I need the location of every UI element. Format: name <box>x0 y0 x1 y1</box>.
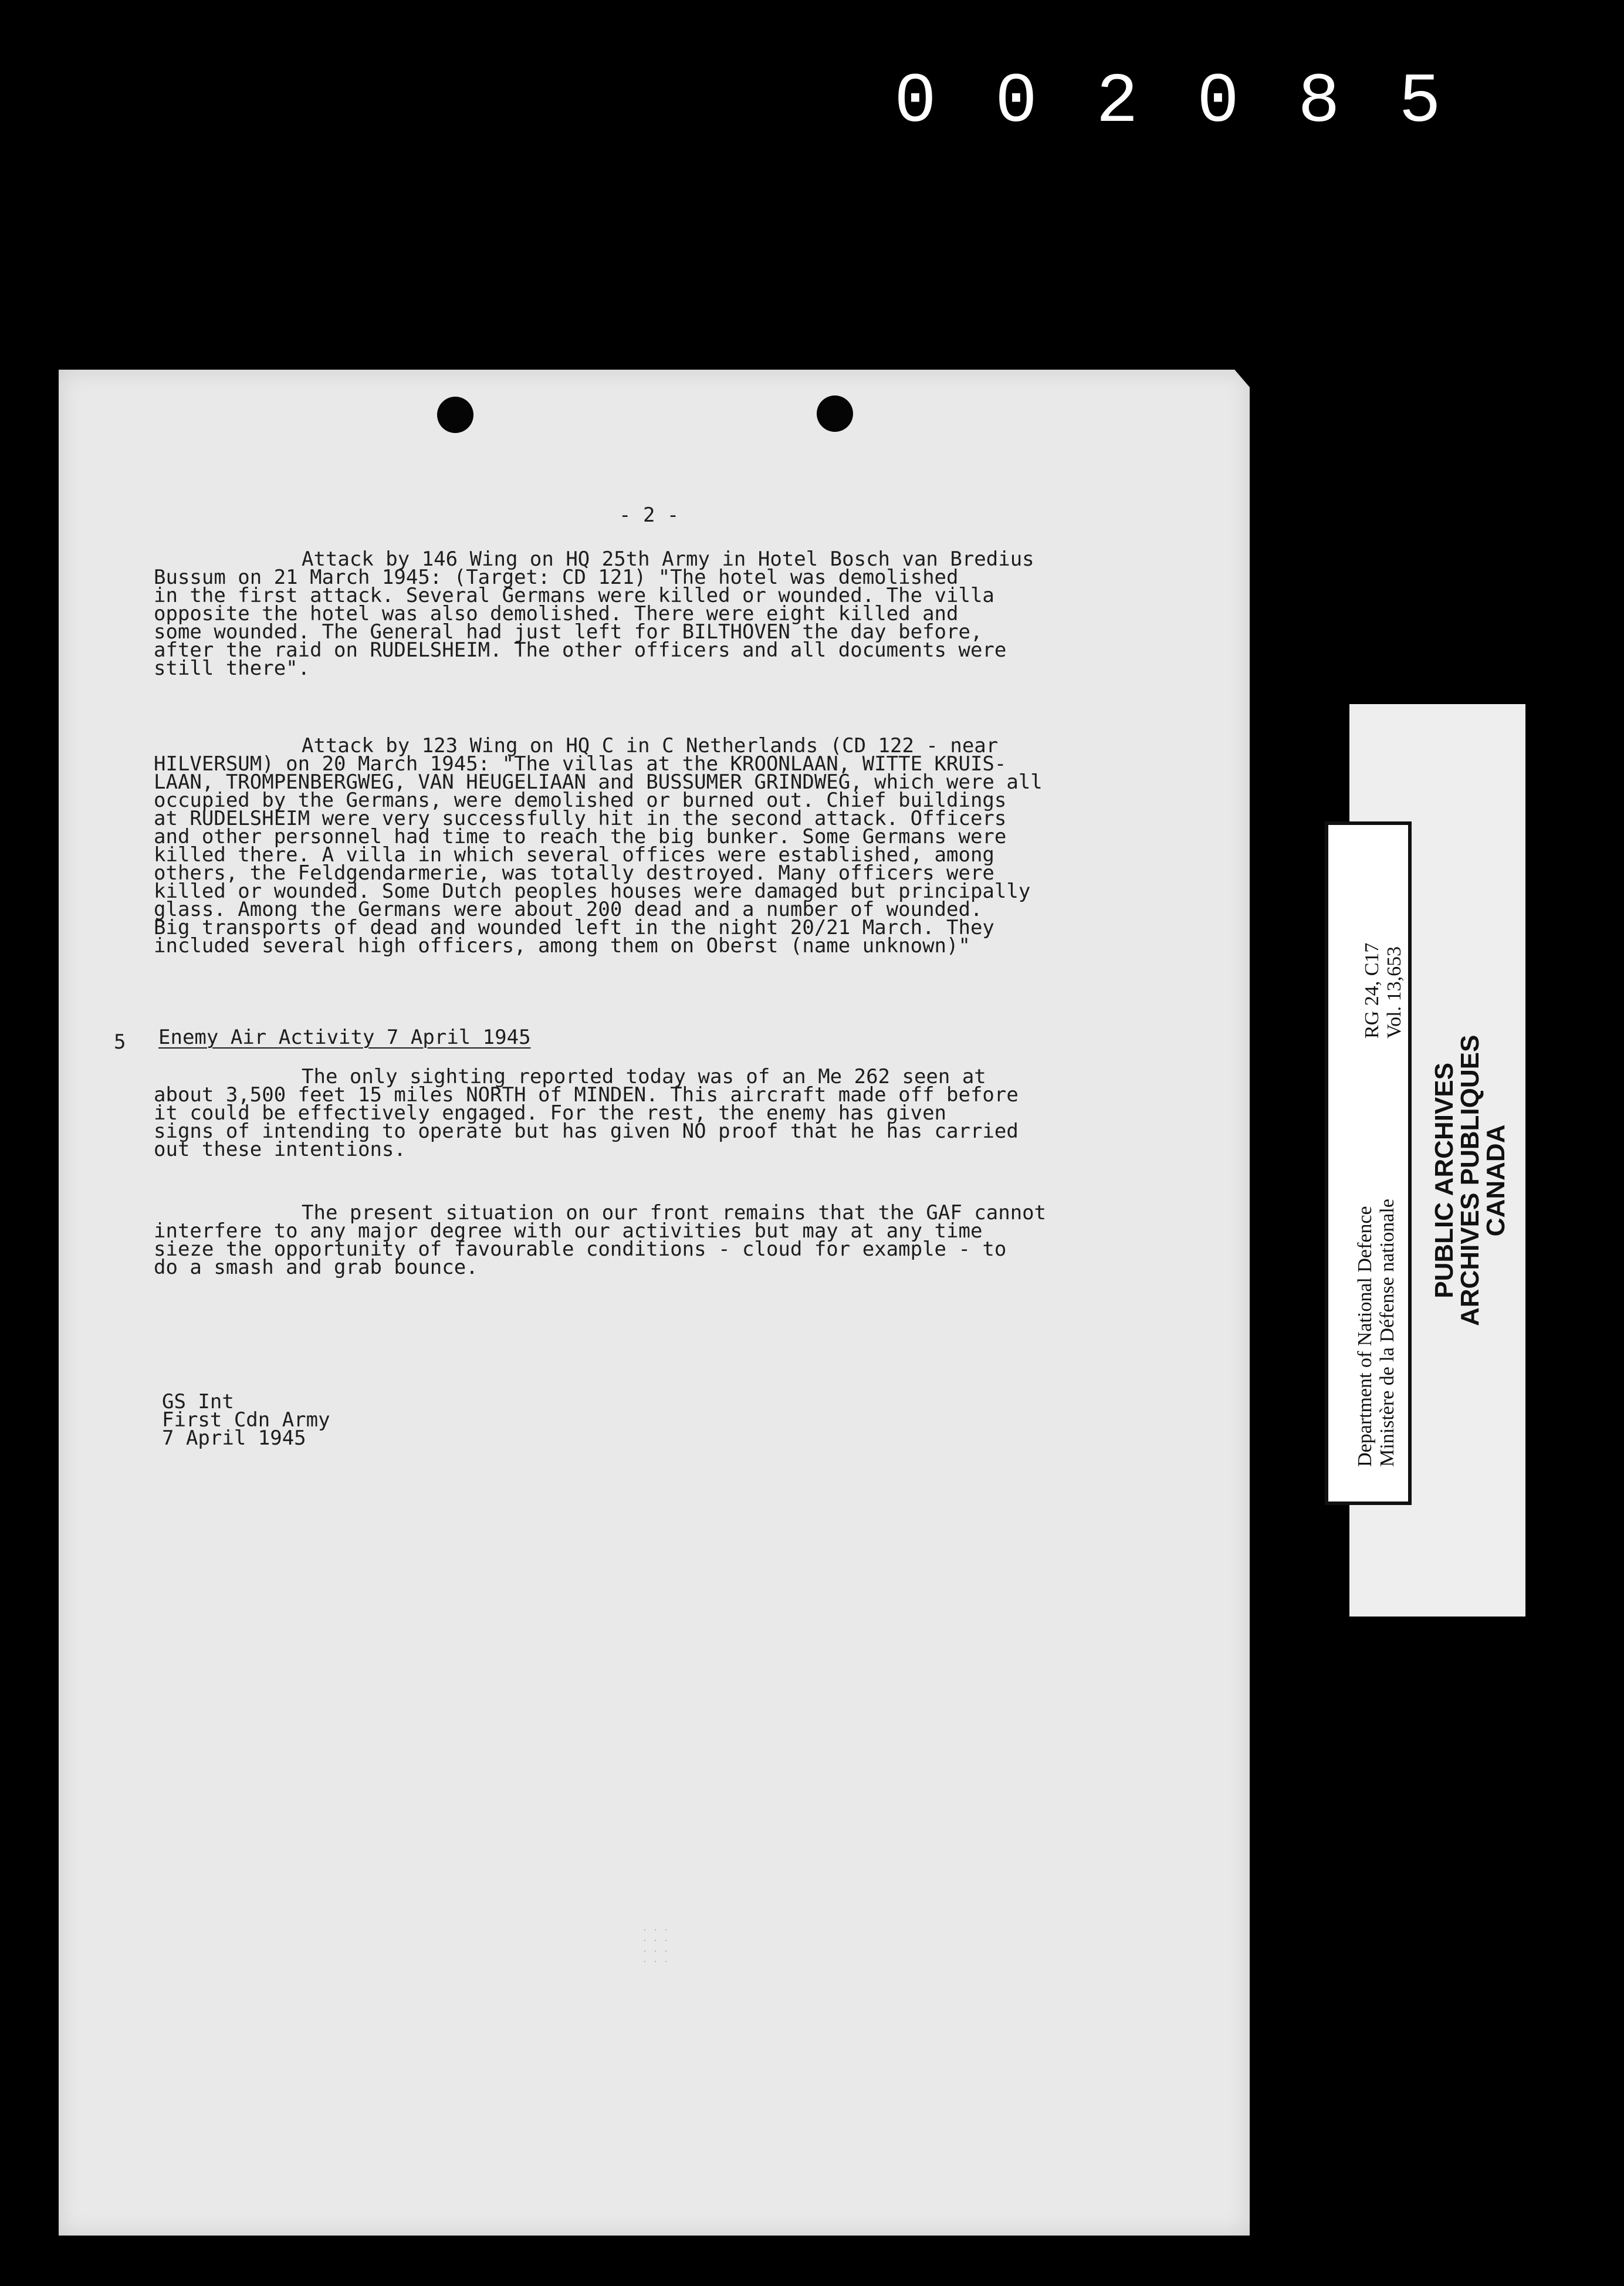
paragraph-situation <box>154 1201 1047 1279</box>
text-line: some wounded. The General had just left for BILTHOVEN the day before, <box>154 620 983 644</box>
text-line: killed or wounded. Some Dutch peoples houses were damaged but principally <box>154 880 1031 903</box>
frame-digit: 8 <box>1297 63 1340 143</box>
text-line: after the raid on RUDELSHEIM. The other officers and all documents were <box>154 638 1007 662</box>
text-line: interfere to any major degree with our activities but may at any time <box>154 1219 983 1243</box>
text-line: Bussum on 21 March 1945: (Target: CD 121) "The hotel was demolished <box>154 566 959 589</box>
text-line: opposite the hotel was also demolished. There were eight killed and <box>154 602 959 625</box>
text-line: The only sighting reported today was of an Me 262 seen at <box>302 1065 986 1088</box>
paragraph-sighting <box>154 1065 1019 1161</box>
text-line: sieze the opportunity of favourable conditions - cloud for example - to <box>154 1237 1007 1261</box>
document-page <box>59 370 1250 2236</box>
text-line: HILVERSUM) on 20 March 1945: "The villas at the KROONLAAN, WITTE KRUIS- <box>154 752 1007 776</box>
frame-digit: 2 <box>1095 63 1138 143</box>
stamp-record-group <box>1361 943 1406 1039</box>
paragraph-hq-25th-army <box>154 547 1034 680</box>
text-line: Attack by 123 Wing on HQ C in C Netherlands (CD 122 - near <box>302 734 999 758</box>
text-line: at RUDELSHEIM were very successfully hit in the second attack. Officers <box>154 807 1007 830</box>
text-line: it could be effectively engaged. For the rest, the enemy has given <box>154 1101 947 1125</box>
text-line: others, the Feldgendarmerie, was totally destroyed. Many officers were <box>154 861 994 885</box>
frame-digit: 0 <box>1196 63 1239 143</box>
page-number: - 2 - <box>619 503 679 527</box>
stamp-archives-fr: ARCHIVES PUBLIQUES <box>1456 1034 1484 1326</box>
text-line: still there". <box>154 657 310 680</box>
stamp-department-en: Department of National Defence <box>1354 1206 1376 1467</box>
ink-smudge <box>640 1925 675 1971</box>
text-line: 7 April 1945 <box>162 1426 306 1450</box>
corner-fold <box>1229 363 1264 404</box>
stamp-archives-en: PUBLIC ARCHIVES <box>1430 1062 1459 1298</box>
text-line: glass. Among the Germans were about 200 dead and a number of wounded. <box>154 898 983 921</box>
text-line: and other personnel had time to reach the big bunker. Some Germans were <box>154 825 1007 848</box>
text-line: The present situation on our front remains that the GAF cannot <box>302 1201 1047 1225</box>
text-line: about 3,500 feet 15 miles NORTH of MINDEN. This aircraft made off before <box>154 1083 1019 1107</box>
text-line: included several high officers, among them on Oberst (name unknown)" <box>154 934 970 958</box>
frame-digit: 0 <box>994 63 1037 143</box>
text-line: First Cdn Army <box>162 1408 330 1432</box>
stamp-department-fr: Ministère de la Défense nationale <box>1376 1199 1398 1467</box>
section-number: 5 <box>114 1030 126 1054</box>
text-line: signs of intending to operate but has given NO proof that he has carried <box>154 1120 1019 1143</box>
stamp-department <box>1354 1199 1399 1467</box>
text-line: GS Int <box>162 1390 234 1413</box>
frame-number <box>880 65 1455 141</box>
frame-digit: 5 <box>1398 63 1441 143</box>
text-line: out these intentions. <box>154 1138 406 1161</box>
text-line: in the first attack. Several Germans were killed or wounded. The villa <box>154 584 994 607</box>
paragraph-hq-netherlands <box>154 734 1043 958</box>
text-line: Attack by 146 Wing on HQ 25th Army in Hotel Bosch van Bredius <box>302 547 1034 571</box>
signature-block <box>162 1390 330 1450</box>
text-line: killed there. A villa in which several offices were established, among <box>154 843 994 867</box>
punch-hole <box>817 395 853 432</box>
section-heading: Enemy Air Activity 7 April 1945 <box>158 1026 531 1049</box>
frame-digit: 0 <box>894 63 936 143</box>
text-line: LAAN, TROMPENBERGWEG, VAN HEUGELIAAN and BUSSUMER GRINDWEG, which were all <box>154 770 1043 794</box>
stamp-volume: Vol. 13,653 <box>1383 946 1405 1039</box>
stamp-rg: RG 24, C17 <box>1361 942 1383 1039</box>
stamp-archives <box>1432 1035 1509 1326</box>
punch-hole <box>437 397 473 433</box>
text-line: do a smash and grab bounce. <box>154 1256 478 1279</box>
text-line: occupied by the Germans, were demolished or burned out. Chief buildings <box>154 789 1007 812</box>
text-line: Big transports of dead and wounded left in the night 20/21 March. They <box>154 916 994 939</box>
stamp-country: CANADA <box>1481 1124 1510 1237</box>
